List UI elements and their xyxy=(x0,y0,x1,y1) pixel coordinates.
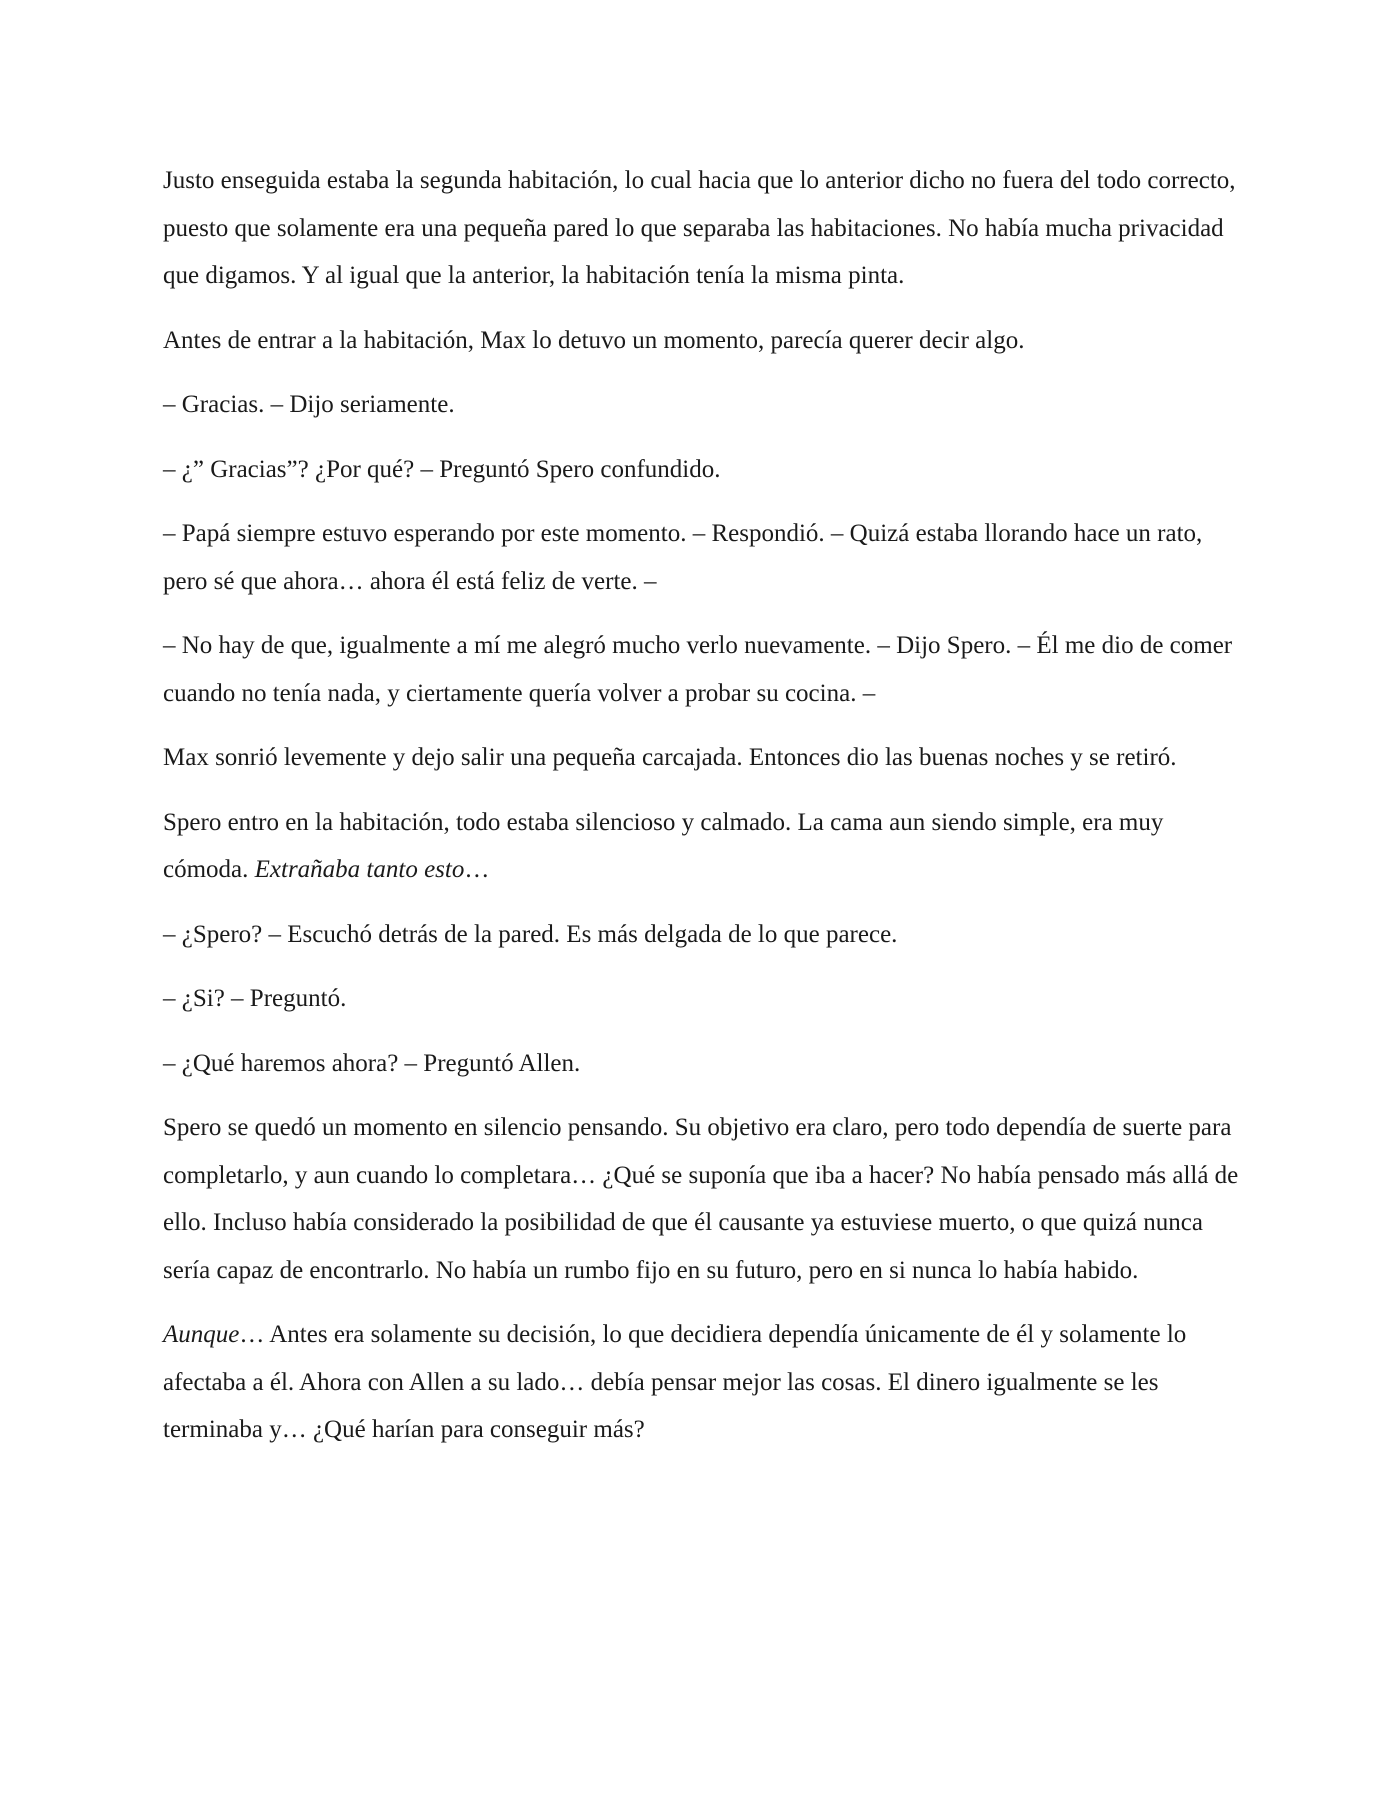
paragraph-8-ellipsis: … xyxy=(464,856,490,883)
paragraph-8 xyxy=(163,799,1243,894)
document-body xyxy=(163,157,1243,1471)
dialogue-line-4: – No hay de que, igualmente a mí me alegró mucho verlo nuevamente. – Dijo Spero. – Él me dio de comer cuando no tenía nada, y ciertamente quería volver a probar su cocina. – xyxy=(163,632,1233,707)
paragraph-8-text: Spero entro en la habitación, todo estaba silencioso y calmado. La cama aun siendo simple, era muy cómoda. xyxy=(163,808,1164,883)
paragraph-13-text: … Antes era solamente su decisión, lo que decidiera dependía únicamente de él y solamente lo afectaba a él. Ahora con Allen a su lado… debía pensar mejor las cosas. El dinero igualmente se les terminaba y… ¿Qué harían para conseguir más? xyxy=(163,1321,1187,1443)
paragraph-13 xyxy=(163,1311,1243,1454)
paragraph-1: Justo enseguida estaba la segunda habitación, lo cual hacia que lo anterior dicho no fuera del todo correcto, puesto que solamente era una pequeña pared lo que separaba las habitaciones. No había mucha privacidad que digamos. Y al igual que la anterior, la habitación tenía la misma pinta. xyxy=(163,167,1236,289)
paragraph-7: Max sonrió levemente y dejo salir una pequeña carcajada. Entonces dio las buenas noches y se retiró. xyxy=(163,744,1177,771)
dialogue-line-1: – Gracias. – Dijo seriamente. xyxy=(163,391,455,418)
paragraph-13-italic: Aunque xyxy=(163,1321,240,1348)
dialogue-line-2: – ¿” Gracias”? ¿Por qué? – Preguntó Spero confundido. xyxy=(163,455,721,483)
paragraph-12: Spero se quedó un momento en silencio pensando. Su objetivo era claro, pero todo dependía de suerte para completarlo, y aun cuando lo completara… ¿Qué se suponía que iba a hacer? No había pensado más allá de ello. Incluso había considerado la posibilidad de que él causante ya estuviese muerto, o que quizá nunca sería capaz de encontrarlo. No había un rumbo fijo en su futuro, pero en si nunca lo había habido. xyxy=(163,1114,1239,1284)
dialogue-line-5: – ¿Spero? – Escuchó detrás de la pared. Es más delgada de lo que parece. xyxy=(163,920,898,948)
paragraph-2: Antes de entrar a la habitación, Max lo detuvo un momento, parecía querer decir algo. xyxy=(163,326,1025,354)
dialogue-line-7: – ¿Qué haremos ahora? – Preguntó Allen. xyxy=(163,1049,581,1077)
paragraph-8-italic: Extrañaba tanto esto xyxy=(254,856,465,883)
dialogue-line-6: – ¿Si? – Preguntó. xyxy=(163,985,347,1012)
dialogue-line-3: – Papá siempre estuvo esperando por este momento. – Respondió. – Quizá estaba llorando hace un rato, pero sé que ahora… ahora él está feliz de verte. – xyxy=(163,520,1203,595)
